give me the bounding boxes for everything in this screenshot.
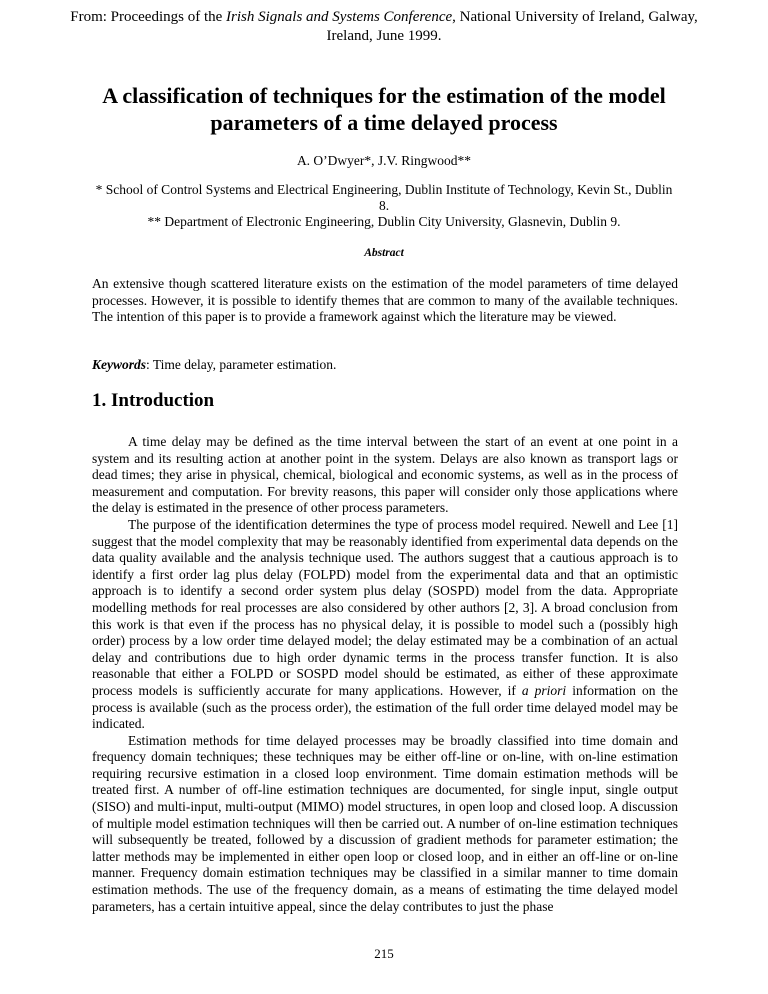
section-heading: 1. Introduction xyxy=(92,390,215,411)
intro-paragraph-2 xyxy=(92,517,678,733)
intro-paragraph-2-part-a: The purpose of the identification determines the type of process model required. Newell and Lee [1] suggest that the model complexity that may be reasonably identified from experimental data depends on the data quality available and the analysis technique used. The authors suggest that a cautious approach is to identify a first order lag plus delay (FOLPD) model from the experimental data and that an optimistic approach is to identify a second order system plus delay (SOSPD) model from the data. Appropriate modelling methods for real processes are also considered by other authors [2, 3]. A broad conclusion from this work is that even if the process has no physical delay, it is possible to model such a (possibly high order) process by a low order time delayed model; the delay estimated may be a combination of an actual delay and contributions due to high order dynamic terms in the process transfer function. It is also reasonable that either a FOLPD or SOSPD model should be estimated, as either of these approximate process models is sufficiently accurate for many applications. However, if xyxy=(92,516,678,698)
paper-authors: A. O’Dwyer*, J.V. Ringwood** xyxy=(296,153,472,168)
conference-note-suffix: , National University of Ireland, Galway, Ireland, June 1999. xyxy=(326,9,698,44)
page-number: 215 xyxy=(374,946,394,961)
affiliation-1: * School of Control Systems and Electrical Engineering, Dublin Institute of Technology, Kevin St., Dublin 8. xyxy=(95,182,673,213)
abstract-heading: Abstract xyxy=(364,247,404,259)
author-affiliations xyxy=(95,182,673,230)
intro-paragraph-2-part-b: information on the process is available (such as the process order), the estimation of the full order time delayed model may be indicated. xyxy=(92,682,678,732)
keywords-label: Keywords xyxy=(92,357,146,372)
affiliation-2: ** Department of Electronic Engineering, Dublin City University, Glasnevin, Dublin 9. xyxy=(147,214,621,229)
intro-paragraph-2-emphasis: a priori xyxy=(521,682,567,698)
conference-name: Irish Signals and Systems Conference xyxy=(226,9,453,25)
intro-paragraph-1: A time delay may be defined as the time interval between the start of an event at one point in a system and its resulting action at another point in the system. Delays are also known as transport lags or dead times; they arise in physical, chemical, biological and economic systems, as well as in the process of measurement and computation. For brevity reasons, this paper will consider only those applications where the delay is estimated in the presence of other process parameters. xyxy=(92,434,678,516)
intro-paragraph-3: Estimation methods for time delayed processes may be broadly classified into time domain and frequency domain techniques; these techniques may be either off-line or on-line, with on-line estimation requiring recursive estimation in a closed loop environment. Time domain estimation methods will be treated first. A number of off-line estimation techniques are documented, for single input, single output (SISO) and multi-input, multi-output (MIMO) model structures, in open loop and closed loop. A discussion of multiple model estimation techniques will then be carried out. A number of on-line estimation techniques will subsequently be treated, followed by a discussion of gradient methods for parameter estimation; the latter methods may be implemented in either open loop or closed loop, and in either an off-line or on-line manner. Frequency domain estimation techniques may be classified in a similar manner to time domain estimation methods. The use of the frequency domain, as a means of estimating the time delayed model parameters, has a certain intuitive appeal, since the delay contributes to just the phase xyxy=(92,732,678,914)
abstract-text: An extensive though scattered literature exists on the estimation of the model parameters of time delayed processes. However, it is possible to identify themes that are common to many of the available techniques. The intention of this paper is to provide a framework against which the literature may be viewed. xyxy=(92,276,678,325)
keywords-text: : Time delay, parameter estimation. xyxy=(146,357,337,372)
conference-note xyxy=(70,8,698,46)
keywords-line xyxy=(92,357,678,374)
conference-note-prefix: From: Proceedings of the xyxy=(70,9,227,25)
paper-title: A classification of techniques for the estimation of the model parameters of a time delayed process xyxy=(102,83,666,135)
introduction-body xyxy=(92,434,678,915)
